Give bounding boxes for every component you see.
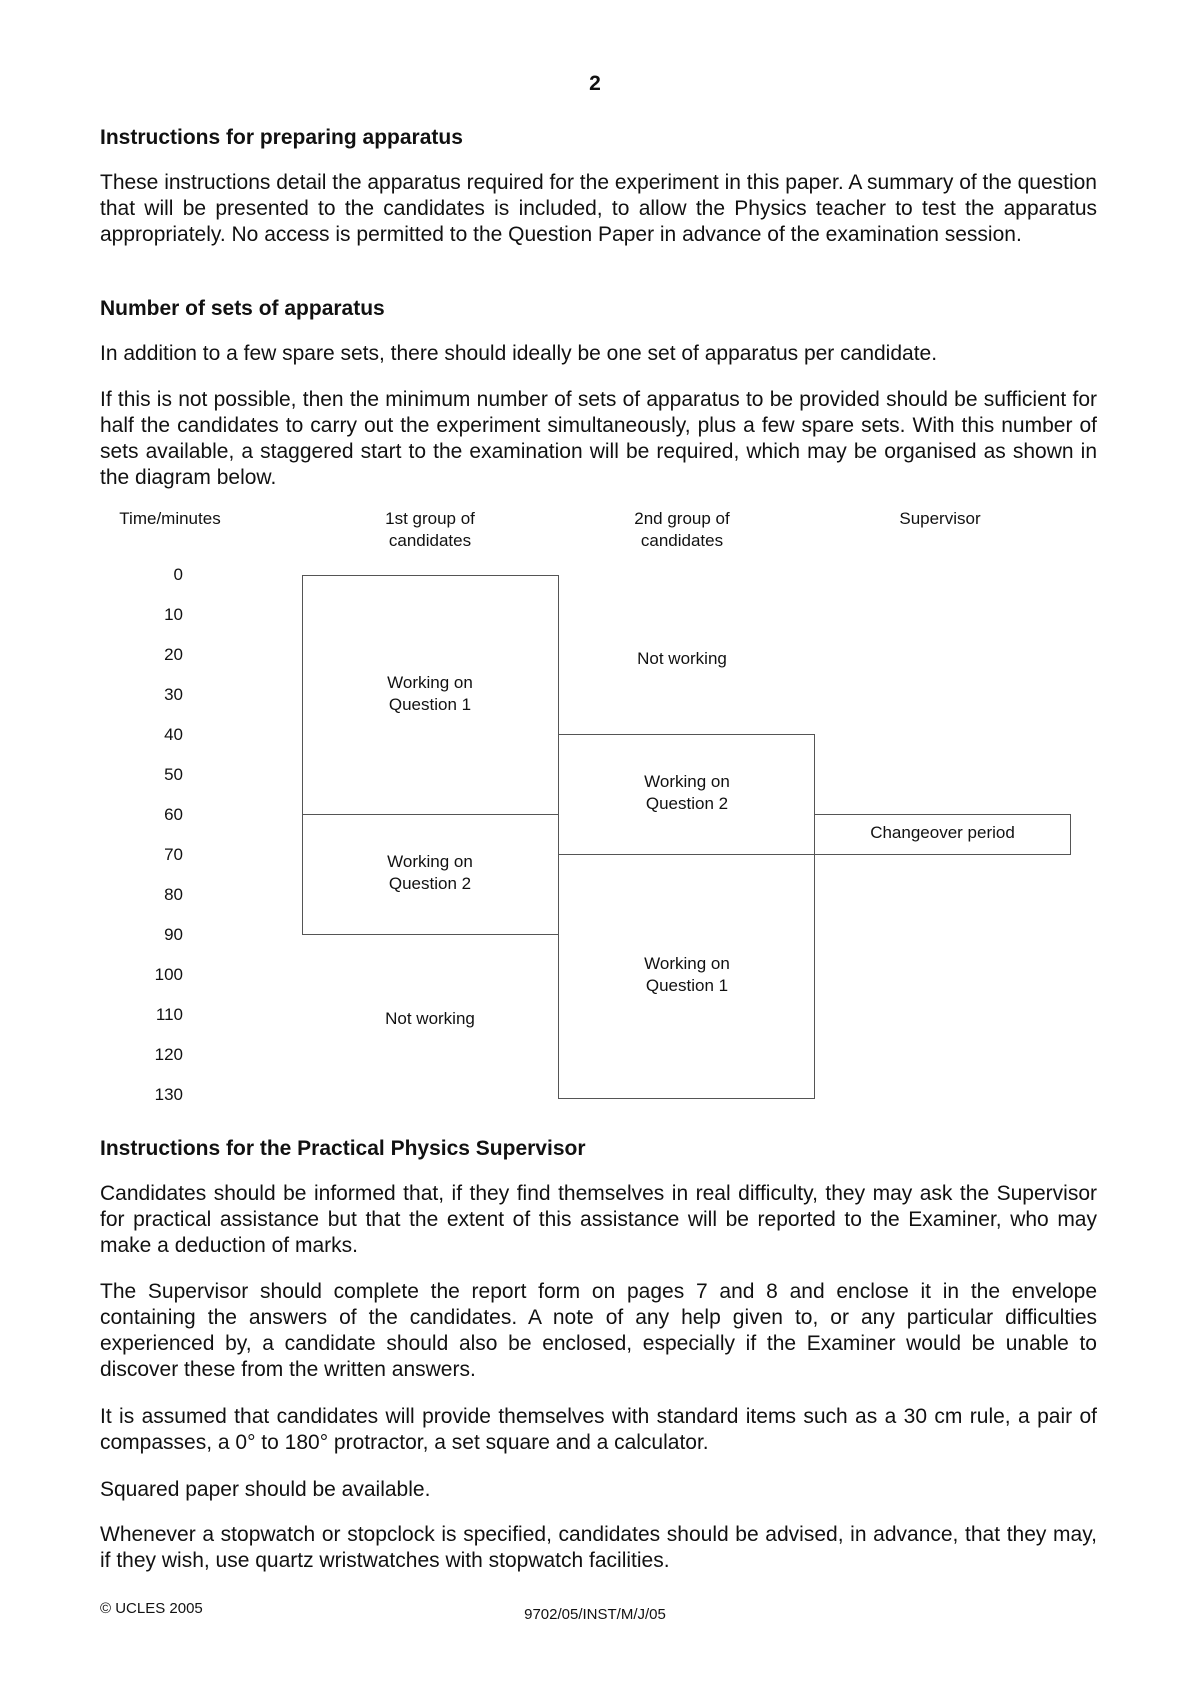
heading-preparing-apparatus: Instructions for preparing apparatus — [100, 126, 463, 149]
time-tick: 60 — [164, 805, 183, 824]
time-tick: 0 — [173, 565, 183, 584]
group1-question2-box — [302, 814, 559, 935]
time-tick: 110 — [155, 1005, 183, 1024]
group1-question1-box — [302, 575, 559, 815]
time-tick: 10 — [164, 605, 183, 624]
supervisor-text-5: Whenever a stopwatch or stopclock is specified, candidates should be advised, in advance, that they may, if they wish, use quartz wristwatches with stopwatch facilities. — [100, 1523, 1097, 1572]
group1-not-working-label: Not working — [385, 1009, 475, 1028]
group2-question1-label — [587, 953, 787, 997]
group2-header — [582, 508, 782, 552]
g2-q1-line1: Working on — [644, 954, 730, 973]
time-tick: 80 — [164, 885, 183, 904]
paragraph-supervisor-1 — [100, 1181, 1097, 1259]
g1-q2-line2: Question 2 — [388, 874, 472, 893]
paragraph-supervisor-3 — [100, 1404, 1097, 1456]
time-tick: 40 — [164, 725, 183, 744]
supervisor-header: Supervisor — [899, 509, 981, 528]
heading-number-of-sets: Number of sets of apparatus — [100, 297, 385, 320]
time-tick: 100 — [154, 965, 183, 984]
paragraph-supervisor-4 — [100, 1477, 1097, 1503]
group2-question1-box — [558, 854, 815, 1099]
time-tick: 120 — [154, 1045, 183, 1064]
g2-q1-line2: Question 1 — [645, 976, 729, 995]
group1-header — [330, 508, 530, 552]
paragraph-sets-2 — [100, 387, 1097, 491]
prep-text: These instructions detail the apparatus required for the experiment in this paper. A summary of the question that will be presented to the candidates is included, to allow the Physics teacher to test the apparatus appropriately. No access is permitted to the Question Paper in advance of the examination session. — [100, 171, 1097, 246]
heading-supervisor: Instructions for the Practical Physics Supervisor — [100, 1137, 586, 1160]
time-tick: 70 — [164, 845, 183, 864]
g2-q2-line1: Working on — [644, 772, 730, 791]
footer-code: 9702/05/INST/M/J/05 — [524, 1606, 666, 1623]
changeover-label: Changeover period — [870, 823, 1015, 842]
paragraph-supervisor-2 — [100, 1279, 1097, 1383]
supervisor-text-2: The Supervisor should complete the report form on pages 7 and 8 and enclose it in the envelope containing the answers of the candidates. A note of any help given to, or any particular difficulties experienced by, a candidate should also be enclosed, especially if the Examiner would be unable to discover these from the written answers. — [100, 1280, 1097, 1381]
group2-header-line2: candidates — [640, 531, 724, 550]
g1-q1-line2: Question 1 — [388, 695, 472, 714]
page-number: 2 — [589, 72, 601, 95]
changeover-box — [814, 814, 1071, 855]
time-tick: 30 — [164, 685, 183, 704]
time-axis-header: Time/minutes — [119, 509, 221, 528]
group1-question1-label — [330, 672, 530, 716]
g1-q1-line1: Working on — [387, 673, 473, 692]
paragraph-preparing-apparatus — [100, 170, 1097, 248]
group2-question2-label — [587, 771, 787, 815]
g1-q2-line1: Working on — [387, 852, 473, 871]
supervisor-text-4: Squared paper should be available. — [100, 1478, 431, 1501]
g2-q2-line2: Question 2 — [645, 794, 729, 813]
time-tick: 50 — [164, 765, 183, 784]
time-tick: 90 — [164, 925, 183, 944]
time-tick: 130 — [154, 1085, 183, 1104]
paragraph-sets-1 — [100, 341, 1097, 367]
group1-header-line2: candidates — [388, 531, 472, 550]
paragraph-supervisor-5 — [100, 1522, 1097, 1574]
group2-not-working-label: Not working — [637, 649, 727, 668]
group2-header-line1: 2nd group of — [634, 509, 730, 528]
time-tick: 20 — [164, 645, 183, 664]
footer-copyright: © UCLES 2005 — [100, 1600, 203, 1617]
group1-question2-label — [330, 851, 530, 895]
supervisor-text-3: It is assumed that candidates will provide themselves with standard items such as a 30 cm rule, a pair of compasses, a 0° to 180° protractor, a set square and a calculator. — [100, 1405, 1097, 1454]
group2-question2-box — [558, 734, 815, 855]
sets-text-2: If this is not possible, then the minimum number of sets of apparatus to be provided should be sufficient for half the candidates to carry out the experiment simultaneously, plus a few spare sets. With this number of sets available, a staggered start to the examination will be required, which may be organised as shown in the diagram below. — [100, 388, 1097, 489]
sets-text-1: In addition to a few spare sets, there should ideally be one set of apparatus per candidate. — [100, 342, 938, 365]
group1-header-line1: 1st group of — [385, 509, 475, 528]
supervisor-text-1: Candidates should be informed that, if they find themselves in real difficulty, they may ask the Supervisor for practical assistance but that the extent of this assistance will be reported to the Examiner, who may make a deduction of marks. — [100, 1182, 1097, 1257]
